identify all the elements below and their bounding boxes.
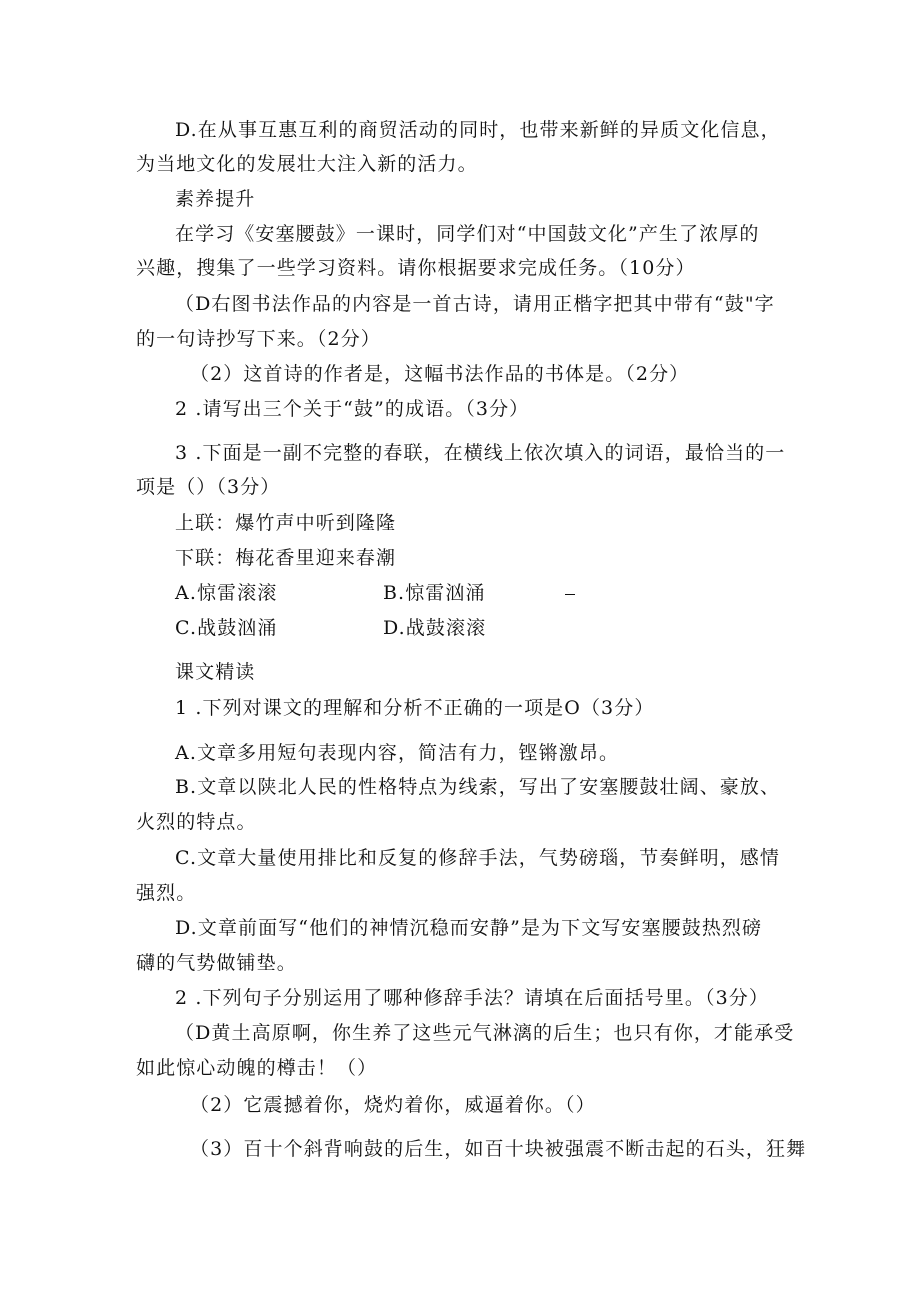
text-line: 如此惊心动魄的樽击！（） [136,1057,378,1079]
option-b: B.文章以陕北人民的性格特点为线索，写出了安塞腰鼓壮阔、豪放、 [175,776,781,798]
question-item: 2 .下列句子分别运用了哪种修辞手法？请填在后面括号里。（3分） [175,987,769,1009]
section-heading: 课文精读 [175,661,256,683]
question-item: （D右图书法作品的内容是一首古诗，请用正楷字把其中带有“鼓"字 [175,293,775,315]
option-b: B.惊雷汹涌 [383,582,486,604]
text-line: 礴的气势做铺垫。 [136,952,297,974]
text-line: 火烈的特点。 [136,811,257,833]
question-item: （2）这首诗的作者是，这幅书法作品的书体是。（2分） [190,363,690,385]
text-line: 的一句诗抄写下来。（2分） [136,328,381,350]
question-item: 2 .请写出三个关于“鼓”的成语。（3分） [175,398,530,420]
option-c: C.文章大量使用排比和反复的修辞手法，气势磅瑙，节奏鲜明，感情 [175,847,781,869]
text-line: 在学习《安塞腰鼓》一课时，同学们对“中国鼓文化”产生了浓厚的 [175,223,760,245]
couplet-line: 下联：梅花香里迎来春潮 [175,547,397,569]
question-item: 1 .下列对课文的理解和分析不正确的一项是O（3分） [175,697,655,719]
couplet-line: 上联：爆竹声中听到隆隆 [175,512,397,534]
option-a: A.文章多用短句表现内容，简洁有力，铿锵激昂。 [175,742,620,764]
option-d: D.文章前面写“他们的神情沉稳而安静”是为下文写安塞腰鼓热烈磅 [175,917,763,939]
section-heading: 素养提升 [175,188,256,210]
question-item: （2）它震撼着你，烧灼着你，威逼着你。（） [190,1094,596,1116]
question-item: （D黄土高原啊，你生养了这些元气淋漓的后生；也只有你，才能承受 [175,1022,795,1044]
question-item: 3 .下面是一副不完整的春联，在横线上依次填入的词语，最恰当的一 [175,442,786,464]
text-line: 项是（）（3分） [136,476,281,498]
answer-blank [565,581,575,605]
text-line: 兴趣，搜集了一些学习资料。请你根据要求完成任务。（10分） [136,257,696,279]
question-item: （3）百十个斜背响鼓的后生，如百十块被强震不断击起的石头，狂舞 [190,1138,807,1160]
option-c: C.战鼓汹涌 [175,617,278,639]
text-line: D.在从事互惠互利的商贸活动的同时，也带来新鲜的异质文化信息， [175,119,781,141]
text-line: 强烈。 [136,882,197,904]
option-d: D.战鼓滚滚 [383,617,487,639]
option-a: A.惊雷滚滚 [175,582,278,604]
text-line: 为当地文化的发展壮大注入新的活力。 [136,153,478,175]
